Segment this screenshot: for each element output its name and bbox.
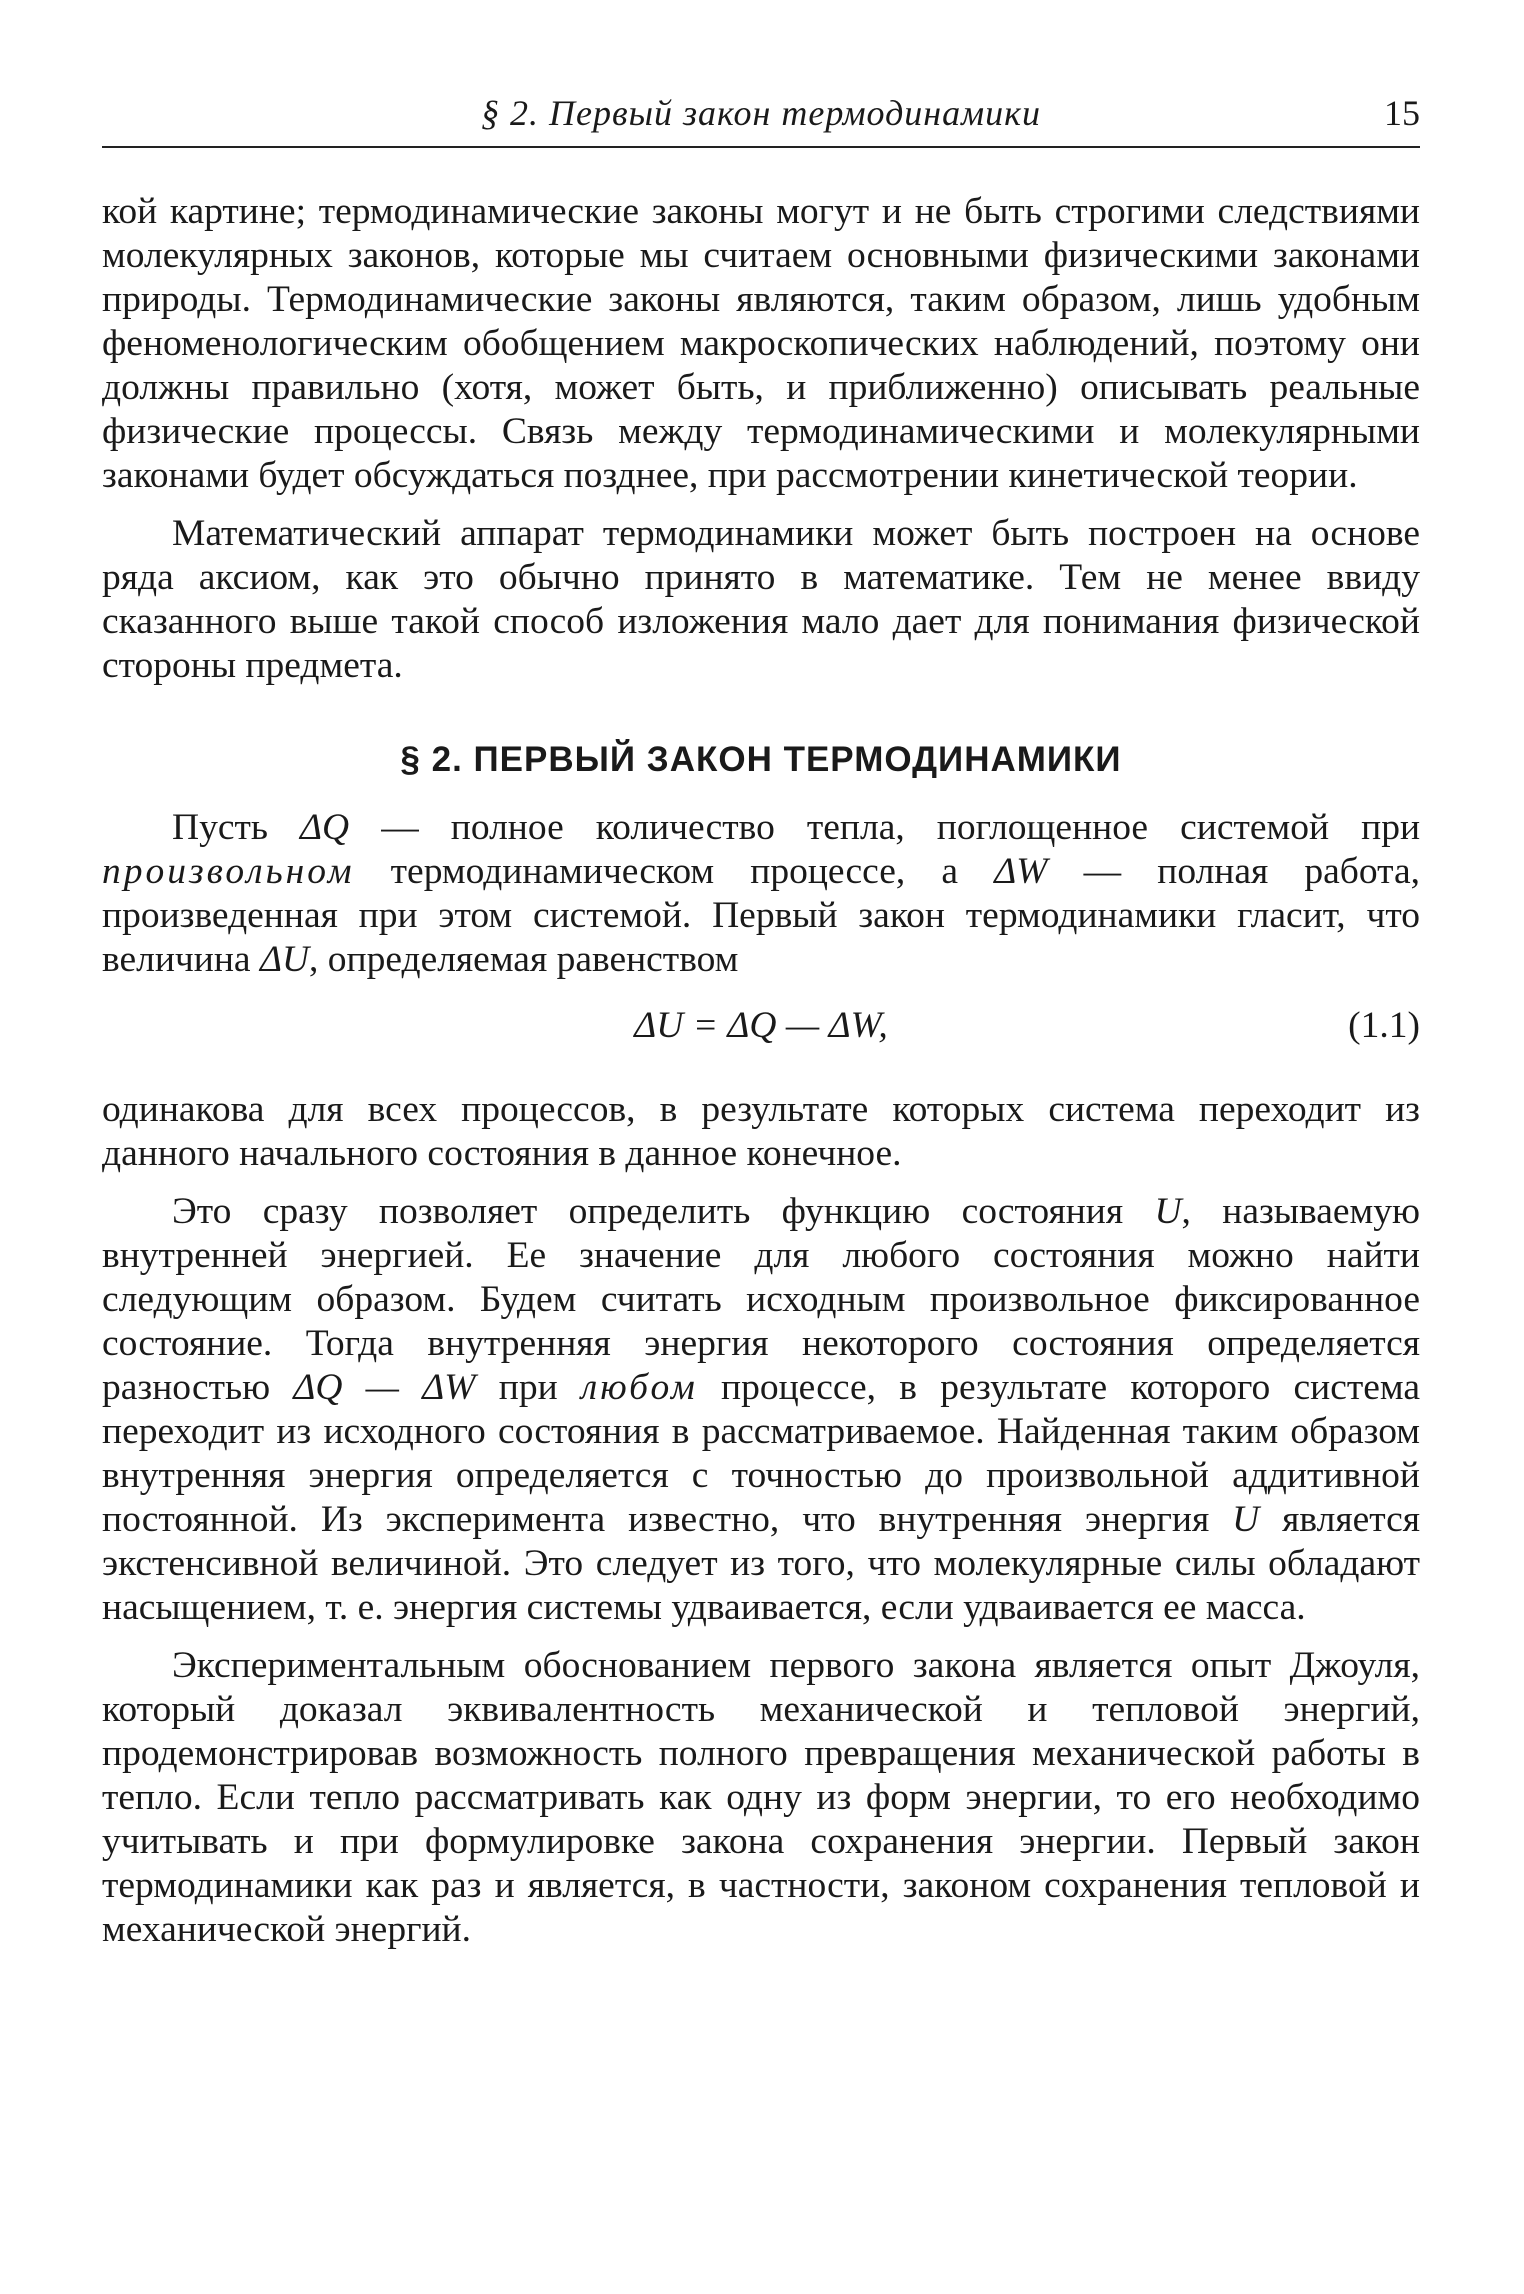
paragraph-2: Математический аппарат термодинамики может быть построен на основе ряда аксиом, как это обычно принято в математике. Тем не менее ввиду сказанного выше такой способ изложения мало дает для понимания физической стороны предмета. [102,513,1420,686]
text-run: , называемую внутренней энергией. Ее значение для любого состояния можно найти следующим образом. Будем считать исходным произвольное фиксированное состояние. Тогда внутренняя энергия некоторого состояния определяется разностью [102,1191,1420,1408]
paragraph-3 [102,806,1420,982]
section-heading: § 2. ПЕРВЫЙ ЗАКОН ТЕРМОДИНАМИКИ [400,740,1122,779]
emphasis-arbitrary: произвольном [102,851,355,892]
text-run: , определяемая равенством [309,939,739,980]
emphasis-any: любом [580,1367,698,1408]
text-run: процессе, в результате которого система переходит из исходного состояния в рассматриваемое. Найденная таким образом внутренняя энергия определяется с точностью до произвольной аддитивной постоянной. Из эксперимента известно, что внутренняя энергия [102,1367,1421,1540]
page-number: 15 [1384,93,1420,133]
equation-formula: ΔU = ΔQ — ΔW, [634,1005,888,1046]
equation-number: (1.1) [1348,1005,1420,1046]
math-difference: ΔQ — ΔW [293,1367,476,1408]
math-u: U [1232,1499,1260,1540]
paragraph-1: кой картине; термодинамические законы могут и не быть строгими следствиями молекулярных законов, которые мы считаем основными физическими законами природы. Термодинамические законы являются, таким образом, лишь удобным феноменологическим обобщением макроскопических наблюдений, поэтому они должны правильно (хотя, может быть, и приближенно) описывать реальные физические процессы. Связь между термодинамическими и молекулярными законами будет обсуждаться позднее, при рассмотрении кинетической теории. [102,191,1420,496]
body-text [102,190,1420,1952]
text-run: термодинамическом процессе, а [354,851,995,892]
math-delta-w: ΔW [994,851,1048,892]
paragraph-6: Экспериментальным обоснованием первого закона является опыт Джоуля, который доказал эквивалентность механической и тепловой энергий, продемонстрировав возможность полного превращения механической работы в тепло. Если тепло рассматривать как одну из форм энергии, то его необходимо учитывать и при формулировке закона сохранения энергии. Первый закон термодинамики как раз и является, в частности, законом сохранения тепловой и механической энергий. [102,1645,1420,1950]
math-delta-q: ΔQ [300,807,350,848]
header-rule [102,146,1420,148]
paragraph-4: одинакова для всех процессов, в результате которых система переходит из данного начального состояния в данное конечное. [102,1089,1420,1174]
math-u: U [1154,1191,1182,1232]
running-title: § 2. Первый закон термодинамики [481,93,1041,133]
text-run: — полное количество тепла, поглощенное системой при [349,807,1421,848]
text-run: — полная работа, произведенная при этом системой. Первый закон термодинамики гласит, что величина [102,851,1421,980]
text-run: является экстенсивной величиной. Это следует из того, что молекулярные силы обладают насыщением, т. е. энергия системы удваивается, если удваивается ее масса. [102,1499,1420,1628]
text-run: Пусть [172,807,301,848]
text-run: при [475,1367,581,1408]
equation-row [102,996,1420,1056]
text-run: Это сразу позволяет определить функцию состояния [172,1191,1155,1232]
math-delta-u: ΔU [259,939,310,980]
page-header [102,92,1420,144]
paragraph-5 [102,1190,1420,1630]
